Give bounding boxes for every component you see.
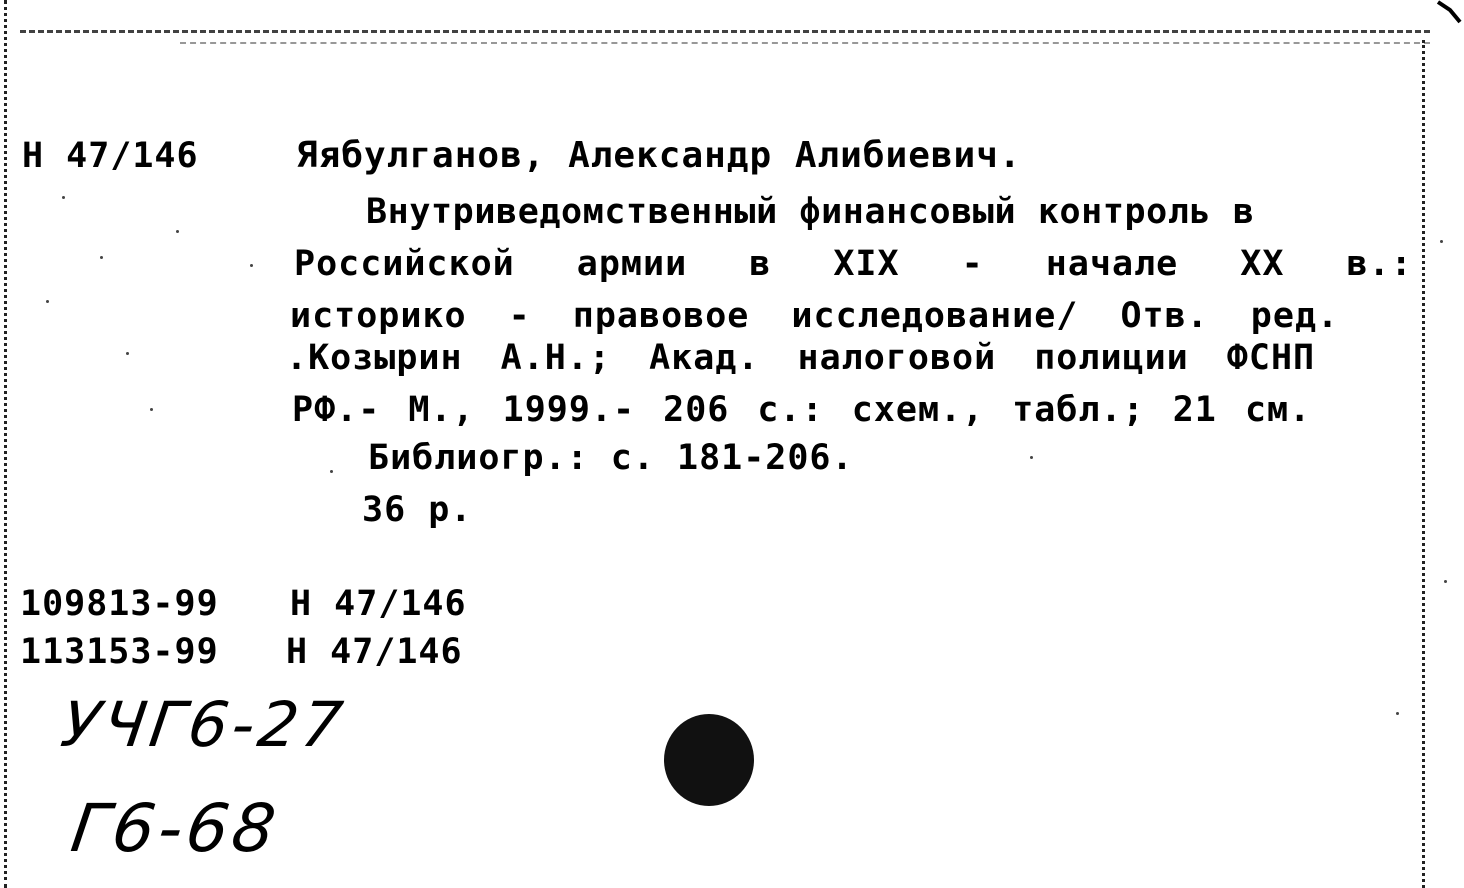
dust-speck [100,256,103,259]
dust-speck [150,408,153,411]
price: 36 р. [362,490,473,530]
dust-speck [1440,240,1443,243]
inventory-shelf: Н 47/146 [290,584,467,624]
right-border-line [1422,40,1425,888]
dust-speck [330,470,333,473]
dust-speck [1030,456,1033,459]
description-line-3: историко - правовое исследование/ Отв. ред. [290,296,1340,336]
dust-speck [1444,580,1447,583]
handwritten-code-1: УЧГ6-27 [56,688,351,761]
description-line-4: .Козырин А.Н.; Акад. налоговой полиции ФСНП [286,338,1316,378]
dust-speck [250,264,253,267]
description-line-2: Российской армии в XIX - начале XX в.: [294,244,1413,284]
inventory-number: 109813-99 [20,584,219,624]
dust-speck [1396,712,1399,715]
bibliography-note: Библиогр.: с. 181-206. [368,438,854,478]
handwritten-code-2: Г6-68 [66,790,284,867]
inventory-number: 113153-99 [20,632,219,672]
dust-speck [126,352,129,355]
dust-speck [46,300,49,303]
left-border-line [4,0,7,888]
top-border-line-secondary [180,42,1430,44]
dust-speck [176,230,179,233]
description-line-1: Внутриведомственный финансовый контроль в [366,192,1255,232]
top-border-line [20,30,1430,33]
ink-blot [664,714,754,806]
corner-mark-icon [1436,0,1464,30]
call-number: Н 47/146 [22,136,199,176]
inventory-shelf: Н 47/146 [286,632,463,672]
description-line-5: РФ.- М., 1999.- 206 с.: схем., табл.; 21 см. [292,390,1312,430]
dust-speck [62,196,65,199]
author-heading: Яябулганов, Александр Алибиевич. [296,135,1022,176]
